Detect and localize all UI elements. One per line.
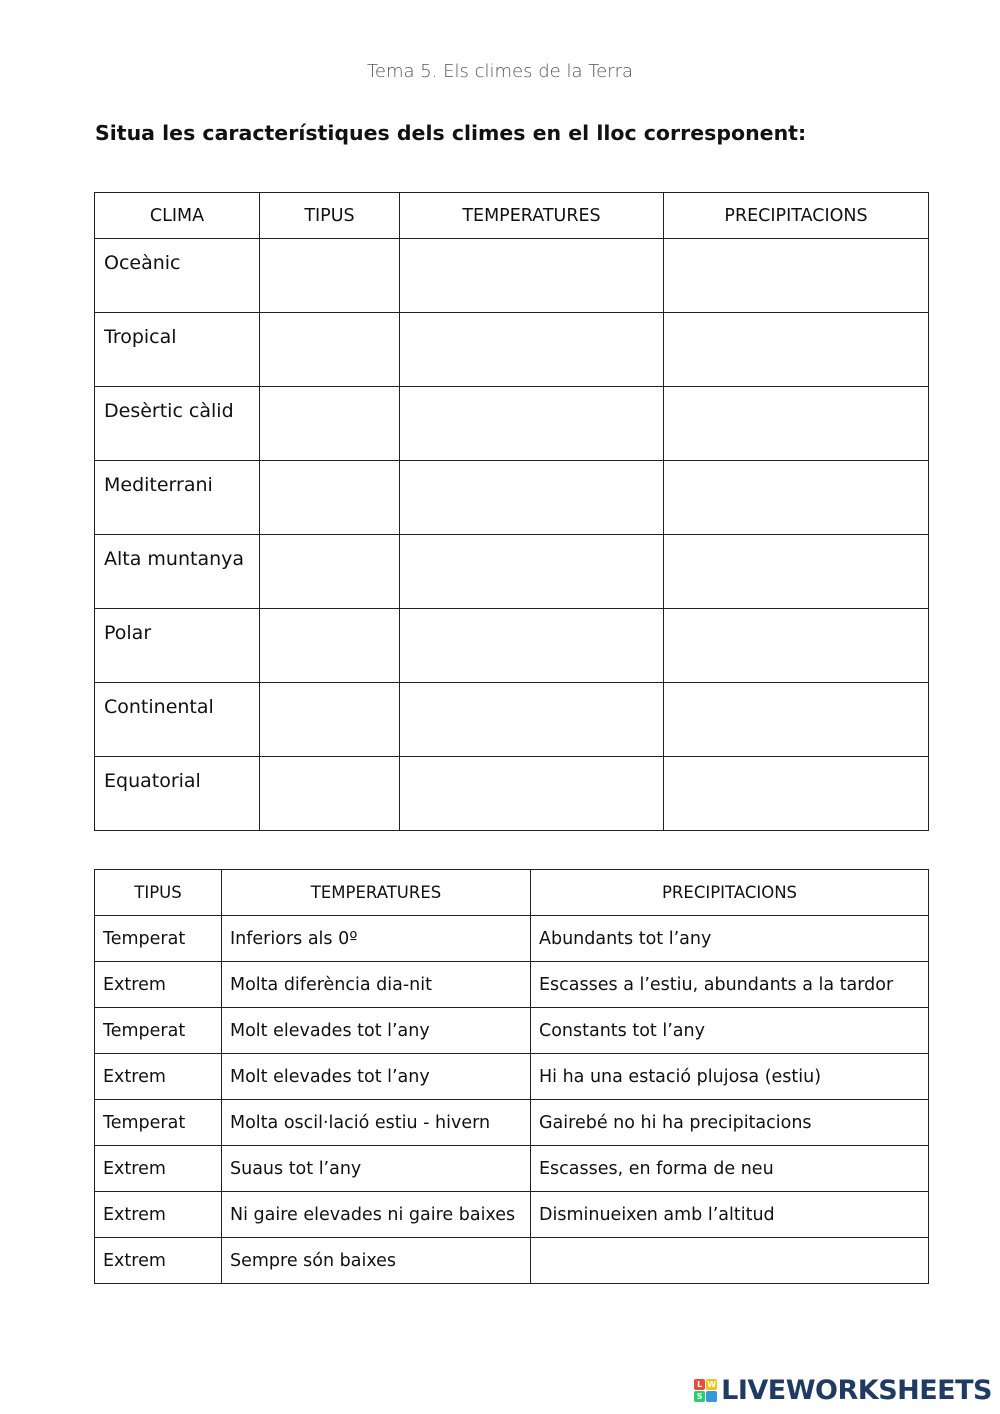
precipitacions-option[interactable]: Hi ha una estació plujosa (estiu) — [531, 1054, 929, 1100]
clima-name-cell: Equatorial — [95, 757, 260, 831]
temperatures-option[interactable]: Molta oscil·lació estiu - hivern — [222, 1100, 531, 1146]
column-header-tipus: TIPUS — [260, 193, 400, 239]
clima-name-cell: Polar — [95, 609, 260, 683]
table-row — [95, 962, 929, 1008]
instruction-heading: Situa les característiques dels climes en el lloc corresponent: — [95, 121, 807, 145]
clima-name-cell: Desèrtic càlid — [95, 387, 260, 461]
table-row — [95, 916, 929, 962]
clima-name-cell: Tropical — [95, 313, 260, 387]
logo-square: L — [694, 1379, 705, 1390]
clima-name-cell: Alta muntanya — [95, 535, 260, 609]
tipus-answer-cell[interactable] — [260, 461, 400, 535]
precipitacions-option[interactable]: Constants tot l’any — [531, 1008, 929, 1054]
tipus-option[interactable]: Extrem — [95, 1238, 222, 1284]
table-row — [95, 313, 929, 387]
temperatures-answer-cell[interactable] — [400, 239, 664, 313]
table-row — [95, 1100, 929, 1146]
precipitacions-answer-cell[interactable] — [664, 387, 929, 461]
column-header-temperatures: TEMPERATURES — [222, 870, 531, 916]
table-row — [95, 387, 929, 461]
table-row — [95, 1146, 929, 1192]
tipus-option[interactable]: Temperat — [95, 1100, 222, 1146]
precipitacions-option[interactable] — [531, 1238, 929, 1284]
precipitacions-answer-cell[interactable] — [664, 239, 929, 313]
table-row — [95, 1192, 929, 1238]
table-header-row — [95, 193, 929, 239]
temperatures-option[interactable]: Sempre són baixes — [222, 1238, 531, 1284]
tipus-answer-cell[interactable] — [260, 609, 400, 683]
temperatures-answer-cell[interactable] — [400, 757, 664, 831]
precipitacions-answer-cell[interactable] — [664, 757, 929, 831]
precipitacions-answer-cell[interactable] — [664, 535, 929, 609]
liveworksheets-logo-text: LIVEWORKSHEETS — [721, 1375, 992, 1406]
table-header-row — [95, 870, 929, 916]
climates-table — [94, 192, 929, 831]
liveworksheets-logo — [694, 1375, 992, 1406]
precipitacions-option[interactable]: Escasses a l’estiu, abundants a la tardor — [531, 962, 929, 1008]
logo-square: W — [707, 1380, 717, 1389]
column-header-tipus: TIPUS — [95, 870, 222, 916]
clima-name-cell: Continental — [95, 683, 260, 757]
tipus-option[interactable]: Extrem — [95, 1054, 222, 1100]
characteristics-table — [94, 869, 929, 1284]
clima-name-cell: Mediterrani — [95, 461, 260, 535]
precipitacions-answer-cell[interactable] — [664, 683, 929, 757]
tipus-answer-cell[interactable] — [260, 535, 400, 609]
temperatures-option[interactable]: Molt elevades tot l’any — [222, 1008, 531, 1054]
temperatures-option[interactable]: Suaus tot l’any — [222, 1146, 531, 1192]
tipus-option[interactable]: Temperat — [95, 916, 222, 962]
precipitacions-option[interactable]: Gairebé no hi ha precipitacions — [531, 1100, 929, 1146]
precipitacions-answer-cell[interactable] — [664, 609, 929, 683]
tipus-answer-cell[interactable] — [260, 387, 400, 461]
temperatures-answer-cell[interactable] — [400, 461, 664, 535]
tipus-answer-cell[interactable] — [260, 239, 400, 313]
table-row — [95, 609, 929, 683]
column-header-precipitacions: PRECIPITACIONS — [664, 193, 929, 239]
tipus-option[interactable]: Extrem — [95, 1146, 222, 1192]
precipitacions-answer-cell[interactable] — [664, 313, 929, 387]
table-row — [95, 535, 929, 609]
temperatures-option[interactable]: Molt elevades tot l’any — [222, 1054, 531, 1100]
column-header-clima: CLIMA — [95, 193, 260, 239]
precipitacions-option[interactable]: Abundants tot l’any — [531, 916, 929, 962]
table-row — [95, 239, 929, 313]
temperatures-option[interactable]: Inferiors als 0º — [222, 916, 531, 962]
column-header-temperatures: TEMPERATURES — [400, 193, 664, 239]
tipus-answer-cell[interactable] — [260, 757, 400, 831]
tipus-option[interactable]: Extrem — [95, 1192, 222, 1238]
table-row — [95, 683, 929, 757]
temperatures-answer-cell[interactable] — [400, 313, 664, 387]
logo-square — [706, 1391, 717, 1402]
column-header-precipitacions: PRECIPITACIONS — [531, 870, 929, 916]
temperatures-option[interactable]: Ni gaire elevades ni gaire baixes — [222, 1192, 531, 1238]
liveworksheets-logo-icon — [694, 1379, 717, 1402]
tipus-answer-cell[interactable] — [260, 683, 400, 757]
tipus-answer-cell[interactable] — [260, 313, 400, 387]
clima-name-cell: Oceànic — [95, 239, 260, 313]
precipitacions-answer-cell[interactable] — [664, 461, 929, 535]
tipus-option[interactable]: Extrem — [95, 962, 222, 1008]
page-subtitle: Tema 5. Els climes de la Terra — [366, 61, 634, 82]
temperatures-answer-cell[interactable] — [400, 683, 664, 757]
table-row — [95, 1238, 929, 1284]
temperatures-answer-cell[interactable] — [400, 609, 664, 683]
tipus-option[interactable]: Temperat — [95, 1008, 222, 1054]
table-row — [95, 1054, 929, 1100]
table-row — [95, 461, 929, 535]
temperatures-option[interactable]: Molta diferència dia-nit — [222, 962, 531, 1008]
table-row — [95, 757, 929, 831]
precipitacions-option[interactable]: Escasses, en forma de neu — [531, 1146, 929, 1192]
precipitacions-option[interactable]: Disminueixen amb l’altitud — [531, 1192, 929, 1238]
temperatures-answer-cell[interactable] — [400, 535, 664, 609]
table-row — [95, 1008, 929, 1054]
temperatures-answer-cell[interactable] — [400, 387, 664, 461]
logo-square: S — [694, 1391, 705, 1402]
